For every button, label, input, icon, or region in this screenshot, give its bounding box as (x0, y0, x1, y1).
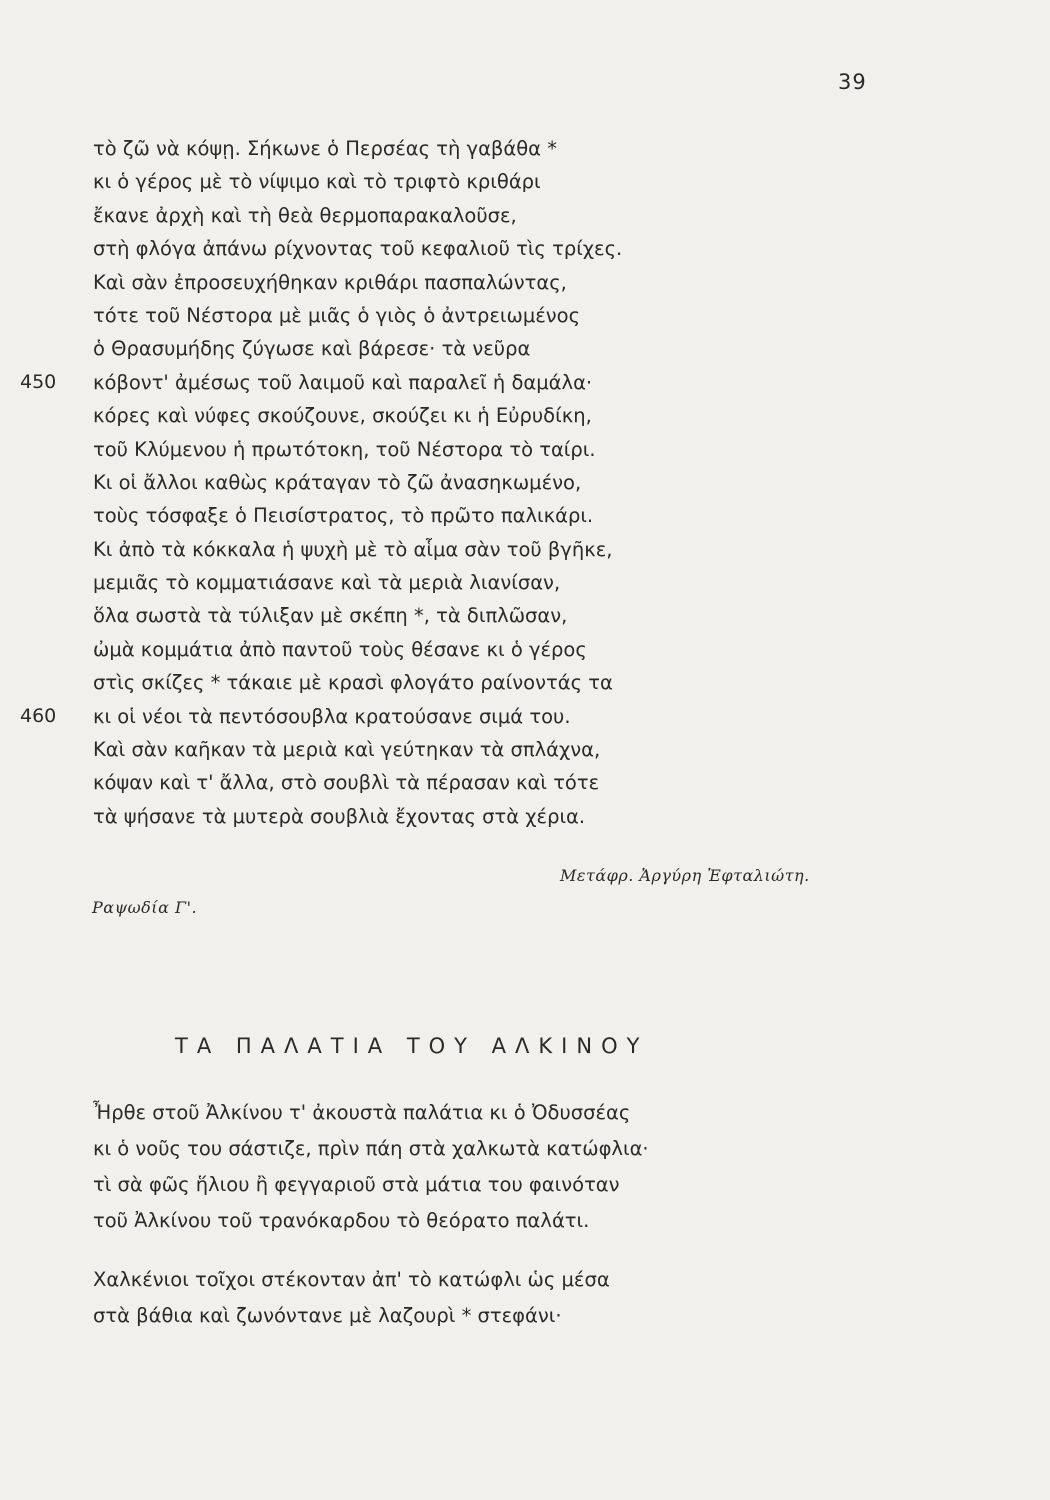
poem-line-text: ὠμὰ κομμάτια ἀπὸ παντοῦ τοὺς θέσανε κι ὁ γέρος (93, 637, 587, 661)
poem-line-text: Καὶ σὰν καῆκαν τὰ μεριὰ καὶ γεύτηκαν τὰ σπλάχνα, (93, 738, 601, 762)
poem-line-text: Καὶ σὰν ἐπροσευχήθηκαν κριθάρι πασπαλώντας, (93, 270, 567, 294)
poem-line-text: Ἦρθε στοῦ Ἀλκίνου τ' ἀκουστὰ παλάτια κι ὁ Ὀδυσσέας (93, 1101, 631, 1124)
poem-line (0, 533, 1050, 566)
poem-line-text: κι οἱ νέοι τὰ πεντόσουβλα κρατούσανε σιμά του. (93, 704, 571, 728)
poem-line (0, 800, 1050, 833)
poem-line (0, 1131, 1050, 1167)
poem-line (0, 266, 1050, 299)
poem-line (0, 499, 1050, 532)
poem-line-text: κόψαν καὶ τ' ἄλλα, στὸ σουβλὶ τὰ πέρασαν καὶ τότε (93, 771, 600, 795)
rhapsody-label: Ραψωδία Γ'. (92, 898, 198, 917)
poem-line-text: στὶς σκίζες * τάκαιε μὲ κρασὶ φλογάτο ραίνοντάς τα (93, 671, 613, 695)
poem-line (0, 433, 1050, 466)
poem-line (0, 299, 1050, 332)
stanza (0, 1095, 1050, 1239)
poem-line (0, 633, 1050, 666)
poem-line-text: κόρες καὶ νύφες σκούζουνε, σκούζει κι ἡ Εὐρυδίκη, (93, 404, 592, 428)
poem-line-text: τοῦ Κλύμενου ἡ πρωτότοκη, τοῦ Νέστορα τὸ ταίρι. (93, 437, 596, 461)
poem-line (0, 700, 1050, 733)
section-title: ΤΑ ΠΑΛΑΤΙΑ ΤΟΥ ΑΛΚΙΝΟΥ (175, 1034, 649, 1058)
poem-line-text: στὴ φλόγα ἀπάνω ρίχνοντας τοῦ κεφαλιοῦ τὶς τρίχες. (93, 237, 623, 261)
poem-line-text: τὸ ζῶ νὰ κόψῃ. Σήκωνε ὁ Περσέας τὴ γαβάθα * (93, 137, 557, 160)
poem-line-text: τοῦ Ἀλκίνου τοῦ τρανόκαρδου τὸ θεόρατο παλάτι. (93, 1209, 590, 1232)
poem-line (0, 1095, 1050, 1131)
poem-line (0, 1167, 1050, 1203)
poem-line (0, 466, 1050, 499)
poem-line (0, 766, 1050, 799)
poem-line (0, 1262, 1050, 1298)
poem-line-text: κι ὁ νοῦς του σάστιζε, πρὶν πάη στὰ χαλκωτὰ κατώφλια· (93, 1137, 649, 1160)
poem-line-text: ὁ Θρασυμήδης ζύγωσε καὶ βάρεσε· τὰ νεῦρα (93, 337, 531, 361)
poem-line-text: Χαλκένιοι τοῖχοι στέκονταν ἀπ' τὸ κατώφλι ὡς μέσα (93, 1268, 610, 1291)
line-number: 460 (20, 704, 57, 727)
poem-text (0, 132, 1050, 833)
poem-line (0, 1298, 1050, 1334)
poem-line (0, 599, 1050, 632)
poem-line (0, 332, 1050, 365)
translator-credit: Μετάφρ. Ἀργύρη Ἐφταλιώτη. (560, 866, 810, 885)
poem-line-text: μεμιᾶς τὸ κομματιάσανε καὶ τὰ μεριὰ λιανίσαν, (93, 571, 561, 595)
poem-line-text: ὅλα σωστὰ τὰ τύλιξαν μὲ σκέπη *, τὰ διπλῶσαν, (93, 604, 568, 628)
stanza (0, 1262, 1050, 1334)
poem-line-text: κόβοντ' ἀμέσως τοῦ λαιμοῦ καὶ παραλεῖ ἡ δαμάλα· (93, 370, 593, 394)
page-number: 39 (838, 70, 867, 94)
poem-line-text: κι ὁ γέρος μὲ τὸ νίψιμο καὶ τὸ τριφτὸ κριθάρι (93, 170, 541, 194)
poem-line (0, 165, 1050, 198)
poem-line (0, 199, 1050, 232)
poem-line-text: τὰ ψήσανε τὰ μυτερὰ σουβλιὰ ἔχοντας στὰ χέρια. (93, 804, 586, 828)
poem-line (0, 733, 1050, 766)
line-number: 450 (20, 370, 57, 393)
poem-line-text: Κι οἱ ἄλλοι καθὼς κράταγαν τὸ ζῶ ἀνασηκωμένο, (93, 470, 582, 494)
poem-line (0, 232, 1050, 265)
poem-line (0, 399, 1050, 432)
poem-line-text: τότε τοῦ Νέστορα μὲ μιᾶς ὁ γιὸς ὁ ἀντρειωμένος (93, 303, 581, 327)
poem-line (0, 132, 1050, 165)
poem-line (0, 566, 1050, 599)
poem-line-text: τὶ σὰ φῶς ἥλιου ἢ φεγγαριοῦ στὰ μάτια του φαινόταν (93, 1173, 620, 1196)
poem-line-text: ἔκανε ἀρχὴ καὶ τὴ θεὰ θερμοπαρακαλοῦσε, (93, 203, 517, 227)
poem-line-text: Κι ἀπὸ τὰ κόκκαλα ἡ ψυχὴ μὲ τὸ αἷμα σὰν τοῦ βγῆκε, (93, 537, 613, 561)
poem-line-text: στὰ βάθια καὶ ζωνόντανε μὲ λαζουρὶ * στεφάνι· (93, 1304, 562, 1327)
poem-line (0, 666, 1050, 699)
poem-line (0, 366, 1050, 399)
poem-line-text: τοὺς τόσφαξε ὁ Πεισίστρατος, τὸ πρῶτο παλικάρι. (93, 504, 594, 528)
poem-line (0, 1203, 1050, 1239)
